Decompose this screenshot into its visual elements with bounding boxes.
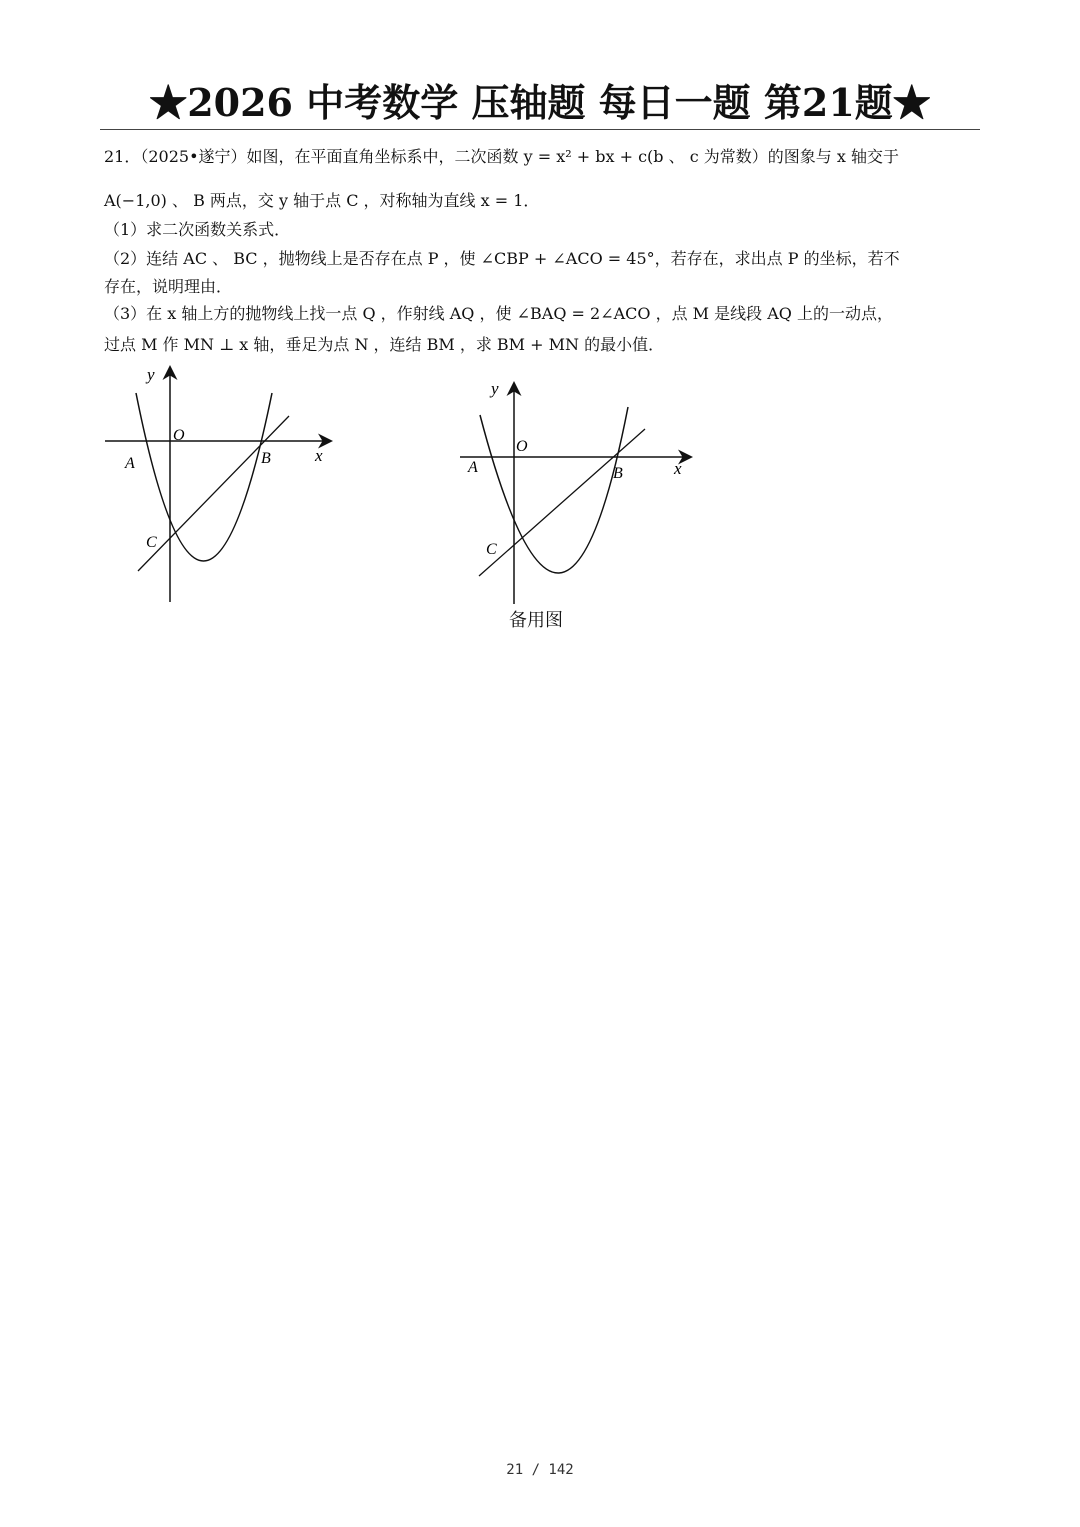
- problem-part-2a: （2）连结 AC 、 BC ，抛物线上是否存在点 P ，使 ∠CBP + ∠ACO = 45°，若存在，求出点 P 的坐标，若不: [104, 249, 900, 268]
- label-b: B: [613, 465, 623, 482]
- parabola: [480, 407, 628, 573]
- label-origin: O: [173, 427, 185, 444]
- page-title: ★2026 中考数学 压轴题 每日一题 第21题★: [149, 80, 931, 125]
- label-c: C: [146, 534, 157, 551]
- figure-main: [95, 360, 345, 610]
- problem-line-1: 21．（2025•遂宁）如图，在平面直角坐标系中，二次函数 y = x² + bx + c(b 、 c 为常数）的图象与 x 轴交于: [104, 147, 899, 166]
- line-bc: [479, 429, 645, 576]
- problem-part-3b: 过点 M 作 MN ⊥ x 轴，垂足为点 N ，连结 BM ，求 BM + MN 的最小值．: [104, 335, 665, 354]
- label-a: A: [125, 455, 135, 472]
- title-divider: [100, 129, 980, 130]
- figure-backup: [455, 370, 700, 610]
- problem-part-2b: 存在，说明理由．: [104, 277, 233, 296]
- label-x: x: [315, 446, 323, 465]
- problem-line-2: A(−1,0) 、 B 两点，交 y 轴于点 C ，对称轴为直线 x = 1．: [104, 191, 540, 210]
- label-origin: O: [516, 438, 528, 455]
- label-c: C: [486, 541, 497, 558]
- problem-part-1: （1）求二次函数关系式．: [104, 220, 291, 239]
- label-b: B: [261, 450, 271, 467]
- figure-caption: 备用图: [509, 610, 563, 631]
- label-a: A: [468, 459, 478, 476]
- label-x: x: [674, 459, 682, 478]
- problem-part-3a: （3）在 x 轴上方的抛物线上找一点 Q ，作射线 AQ ，使 ∠BAQ = 2∠ACO ，点 M 是线段 AQ 上的一动点，: [104, 304, 893, 323]
- page-indicator: 21 / 142: [506, 1462, 574, 1478]
- label-y: y: [491, 379, 499, 398]
- label-y: y: [147, 365, 155, 384]
